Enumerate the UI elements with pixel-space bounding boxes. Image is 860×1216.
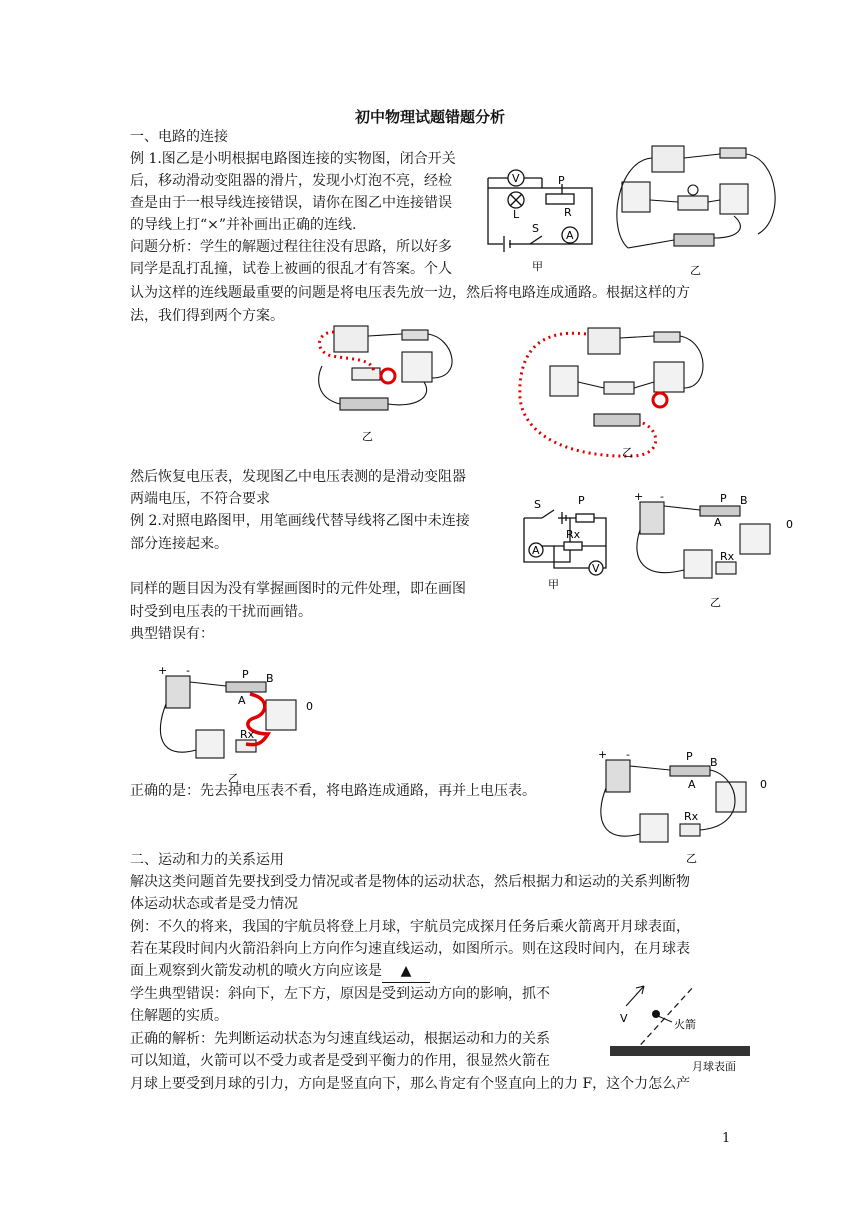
figure-caption-yi: 乙: [690, 264, 701, 277]
paragraph-line: 时受到电压表的干扰而画错。: [130, 604, 312, 620]
terminal-a-label: A: [238, 694, 246, 707]
ammeter-label: A: [532, 544, 540, 557]
paragraph-line: 例：不久的将来，我国的宇航员将登上月球，宇航员完成探月任务后乘火箭离开月球表面，: [130, 919, 690, 935]
paragraph-line: 两端电压，不符合要求: [130, 491, 270, 507]
terminal-b-label: B: [710, 756, 718, 769]
terminal-b-label: B: [266, 672, 274, 685]
section-heading: 一、电路的连接: [130, 129, 228, 145]
slider-label: P: [578, 494, 585, 507]
velocity-label: V: [620, 1012, 628, 1025]
paragraph-line: [130, 960, 430, 983]
physical-circuit-yi: [608, 138, 788, 278]
paragraph-line: 若在某段时间内火箭沿斜向上方向作匀速直线运动，如图所示。则在这段时间内，在月球表: [130, 941, 690, 957]
red-circle-mark: [381, 369, 395, 383]
paragraph-line: 查是由于一根导线连接错误，请你在图乙中连接错误: [130, 195, 452, 211]
slider-label: P: [686, 750, 693, 763]
slider-label: P: [720, 492, 727, 505]
plus-sign: +: [634, 490, 644, 503]
rx-label: Rx: [684, 810, 699, 823]
resistor-label: R: [564, 206, 572, 219]
slider-label: P: [558, 174, 565, 187]
terminal-a-label: A: [688, 778, 696, 791]
paragraph-line: 例 2.对照电路图甲，用笔画线代替导线将乙图中未连接: [130, 513, 470, 529]
paragraph-line: 后，移动滑动变阻器的滑片，发现小灯泡不亮，经检: [130, 173, 452, 189]
paragraph-line: 体运动状态或者是受力情况: [130, 896, 298, 912]
moon-surface-label: 月球表面: [692, 1060, 736, 1072]
paragraph-line: 住解题的实质。: [130, 1008, 228, 1024]
voltmeter-label: V: [512, 172, 520, 185]
plus-sign: +: [158, 664, 168, 677]
minus-sign: -: [660, 490, 664, 503]
paragraph-line: 例 1.图乙是小明根据电路图连接的实物图，闭合开关: [130, 151, 456, 167]
typical-error-figure: [150, 664, 320, 784]
figure-caption-yi: 乙: [710, 596, 721, 609]
page-number: 1: [722, 1131, 731, 1146]
slider-label: P: [242, 668, 249, 681]
rocket-label: 火箭: [674, 1018, 696, 1031]
page-title: 初中物理试题错题分析: [354, 108, 505, 126]
figure-caption-yi: 乙: [622, 446, 633, 459]
ammeter-label: A: [566, 229, 574, 242]
circuit-diagram-jia: [482, 166, 602, 276]
zero-label: 0: [306, 700, 313, 713]
solution-figure-one: [314, 318, 474, 448]
paragraph-line: 解决这类问题首先要找到受力情况或者是物体的运动状态，然后根据力和运动的关系判断物: [130, 874, 690, 890]
paragraph-line: 正确的是：先去掉电压表不看，将电路连成通路，再并上电压表。: [130, 783, 536, 799]
answer-blank: ▲: [382, 960, 430, 983]
figure-caption-jia: 甲: [548, 578, 559, 591]
zero-label: 0: [760, 778, 767, 791]
paragraph-line: 问题分析：学生的解题过程往往没有思路，所以好多: [130, 239, 452, 255]
terminal-a-label: A: [714, 516, 722, 529]
red-circle-mark: [653, 393, 667, 407]
figure-caption-yi: 乙: [228, 772, 239, 784]
minus-sign: -: [626, 748, 630, 761]
section-heading: 二、运动和力的关系运用: [130, 852, 284, 868]
physical-circuit-yi-2: [630, 490, 800, 610]
figure-caption-yi: 乙: [362, 430, 373, 443]
paragraph-line: 可以知道，火箭可以不受力或者是受到平衡力的作用，很显然火箭在: [130, 1053, 550, 1069]
paragraph-line: 法，我们得到两个方案。: [130, 308, 284, 324]
figure-caption-jia: 甲: [532, 260, 543, 273]
paragraph-line: 认为这样的连线题最重要的问题是将电压表先放一边，然后将电路连成通路。根据这样的方: [130, 285, 690, 301]
terminal-b-label: B: [740, 494, 748, 507]
paragraph-line: 月球上要受到月球的引力，方向是竖直向下，那么肯定有个竖直向上的力 F，这个力怎么产: [130, 1076, 691, 1092]
circuit-diagram-jia-2: [514, 490, 624, 594]
zero-label: 0: [786, 518, 793, 531]
switch-label: S: [532, 222, 539, 235]
figure-caption-yi: 乙: [686, 852, 697, 865]
paragraph-line: 学生典型错误：斜向下，左下方，原因是受到运动方向的影响，抓不: [130, 986, 550, 1002]
rx-label: Rx: [566, 528, 581, 541]
voltmeter-label: V: [592, 562, 600, 575]
correct-figure: [590, 746, 780, 866]
minus-sign: -: [186, 664, 190, 677]
question-text: 面上观察到火箭发动机的喷火方向应该是: [130, 963, 382, 979]
paragraph-line: 部分连接起来。: [130, 536, 228, 552]
paragraph-line: 的导线上打“×”并补画出正确的连线.: [130, 217, 357, 233]
solution-figure-two: [514, 318, 714, 466]
plus-sign: +: [598, 748, 608, 761]
rx-label: Rx: [720, 550, 735, 563]
paragraph-line: 同样的题目因为没有掌握画图时的元件处理，即在画图: [130, 581, 466, 597]
rocket-figure: [600, 976, 760, 1072]
rx-label: Rx: [240, 728, 255, 741]
switch-label: S: [534, 498, 541, 511]
lamp-label: L: [513, 208, 520, 221]
paragraph-line: 同学是乱打乱撞，试卷上被画的很乱才有答案。个人: [130, 261, 452, 277]
paragraph-line: 典型错误有：: [130, 626, 214, 642]
paragraph-line: 然后恢复电压表，发现图乙中电压表测的是滑动变阻器: [130, 469, 466, 485]
paragraph-line: 正确的解析：先判断运动状态为匀速直线运动，根据运动和力的关系: [130, 1031, 550, 1047]
